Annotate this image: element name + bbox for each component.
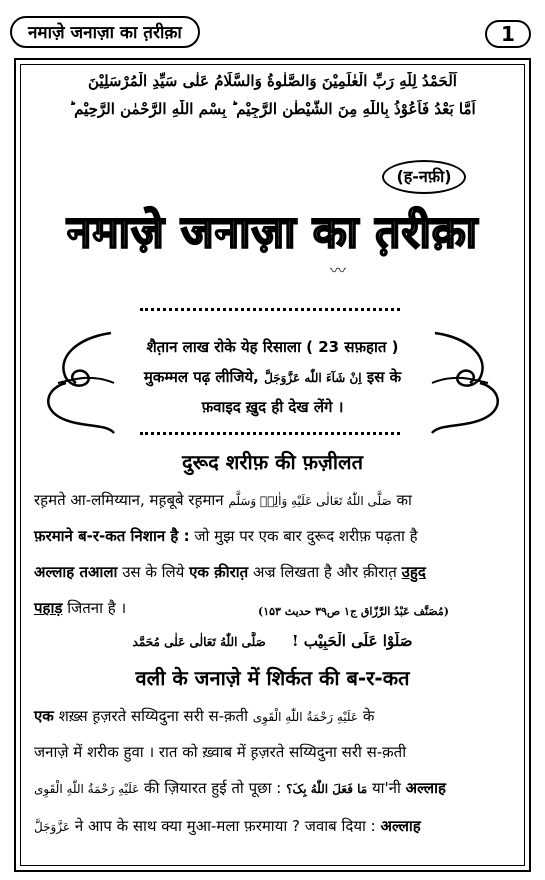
- s2-l4-text: ने आप के साथ क्या मुआ-मला फ़रमाया ? जवाब दिया :: [74, 817, 376, 835]
- hadith-reference: (مُصَنَّف عَبْدُ الرَّزّاق ج۱ ص۳۹ حدیث ۱۵۳): [258, 605, 449, 618]
- box-bottom-dotted-line: [140, 432, 400, 435]
- page-number: 1: [485, 20, 531, 48]
- s2-l1-text: शख़्स ह़ज़रते सय्यिदुना सरी स-क़ती: [58, 707, 248, 725]
- s1-l4-text: जितना है ।: [67, 599, 127, 617]
- s1-l3-bold-3: उहुद: [401, 563, 426, 581]
- s2-l3-text-2: या'नी: [371, 779, 401, 797]
- s2-l3-arabic-2: مَا فَعَلَ اللّٰهُ بِکَ؟: [286, 782, 368, 796]
- s1-l4-bold: पहाड़: [34, 599, 63, 617]
- box-line-3: फ़वाइद ख़ुद ही देख लेंगे ।: [201, 398, 344, 416]
- s2-l3-arabic-1: عَلَيْهِ رَحْمَةُ اللّٰهِ الْقَوِی: [34, 782, 140, 796]
- s1-l3-text-2: अज्र लिखता है और क़ीरात़: [252, 563, 397, 581]
- s1-l3-bold-2: एक क़ीरात़: [189, 563, 249, 581]
- box-top-dotted-line: [140, 308, 400, 311]
- s2-l4-arabic: عَزَّوَجَلَّ: [34, 820, 71, 834]
- box-line-2: [70, 364, 475, 391]
- salutation-line: [30, 632, 515, 650]
- s1-l1-arabic: صَلَّى اللّٰهُ تَعَالٰى عَلَيْهِ وَاٰلِهٖ وَسَلَّم: [228, 494, 392, 508]
- s1-l3-bold-1: अल्लाह तआला: [34, 563, 118, 581]
- s1-l2-bold: फ़रमाने ब-र-कत निशान है :: [34, 527, 190, 545]
- s2-l1-bold: एक: [34, 707, 54, 725]
- main-title: नमाज़े जनाज़ा का त़रीक़ा: [66, 207, 479, 258]
- s1-l1-text: रह़मते आ-लमिय्यान, मह़बूबे रह़मान: [34, 491, 224, 509]
- section-1-line-2: [34, 526, 512, 546]
- section-2-heading: वली के जनाज़े में शिर्कत की ब-र-कत: [135, 666, 410, 690]
- s1-l2-text: जो मुझ पर एक बार दुरूद शरीफ़ पढ़ता है: [194, 527, 418, 545]
- salutation-right: صَلَّى اللّٰهُ تَعَالٰى عَلٰى مُحَمَّد: [132, 635, 266, 649]
- box-line-2-post: इस के: [366, 368, 402, 386]
- section-1-line-3: [34, 562, 512, 582]
- section-2-line-3: [34, 778, 512, 798]
- opening-arabic-line-1: اَلْحَمْدُ لِلّٰهِ رَبِّ الْعٰلَمِیْنَ وَالصَّلٰوةُ وَالسَّلَامُ عَلٰی سَیِّدِ الْمُرْسَلِیْنَ: [88, 72, 457, 90]
- s1-l1-post: का: [396, 491, 412, 509]
- section-1-heading: दुरूद शरीफ़ की फ़ज़ीलत: [182, 450, 363, 474]
- box-line-2-arabic: اِنْ شَآءَ اللّٰه عَزَّوَجَلَّ: [264, 371, 362, 385]
- section-2-line-1: [34, 706, 512, 726]
- section-2-line-2: जनाज़े में शरीक हुवा । रात को ख़्वाब में ह़ज़रते सय्यिदुना सरी स-क़ती: [34, 743, 407, 761]
- s2-l1-post: के: [362, 707, 375, 725]
- opening-arabic-line-2: اَمَّا بَعْدُ فَاَعُوْذُ بِاللّٰهِ مِنَ الشَّیْطٰنِ الرَّجِیْمِ ؕ بِسْمِ اللّٰهِ الرَّحْمٰنِ الرَّحِیْمِ ؕ: [69, 100, 476, 118]
- header-title: नमाज़े जनाज़ा का त़रीक़ा: [10, 16, 200, 48]
- s1-l3-text-1: उस के लिये: [122, 563, 185, 581]
- section-1-line-1: [34, 490, 512, 510]
- s2-l4-bold: अल्लाह: [380, 817, 421, 835]
- s2-l1-arabic: عَلَيْهِ رَحْمَةُ اللّٰهِ الْقَوِی: [252, 710, 359, 724]
- bird-ornament-icon: 〰: [330, 261, 347, 280]
- box-line-2-pre: मुकम्मल पढ़ लीजिये,: [143, 368, 259, 386]
- author-tag-bubble: (ह-नफ़ी): [382, 160, 466, 194]
- section-2-line-4: [34, 816, 512, 836]
- salutation-left: صَلُّوْا عَلَی الْحَبِیْب !: [291, 632, 413, 650]
- box-line-1: शैत़ान लाख रोके येह रिसाला ( 23 सफ़हात ): [146, 338, 399, 356]
- s2-l3-text: की ज़ियारत हुई तो पूछा :: [144, 779, 282, 797]
- s2-l3-bold: अल्लाह: [405, 779, 446, 797]
